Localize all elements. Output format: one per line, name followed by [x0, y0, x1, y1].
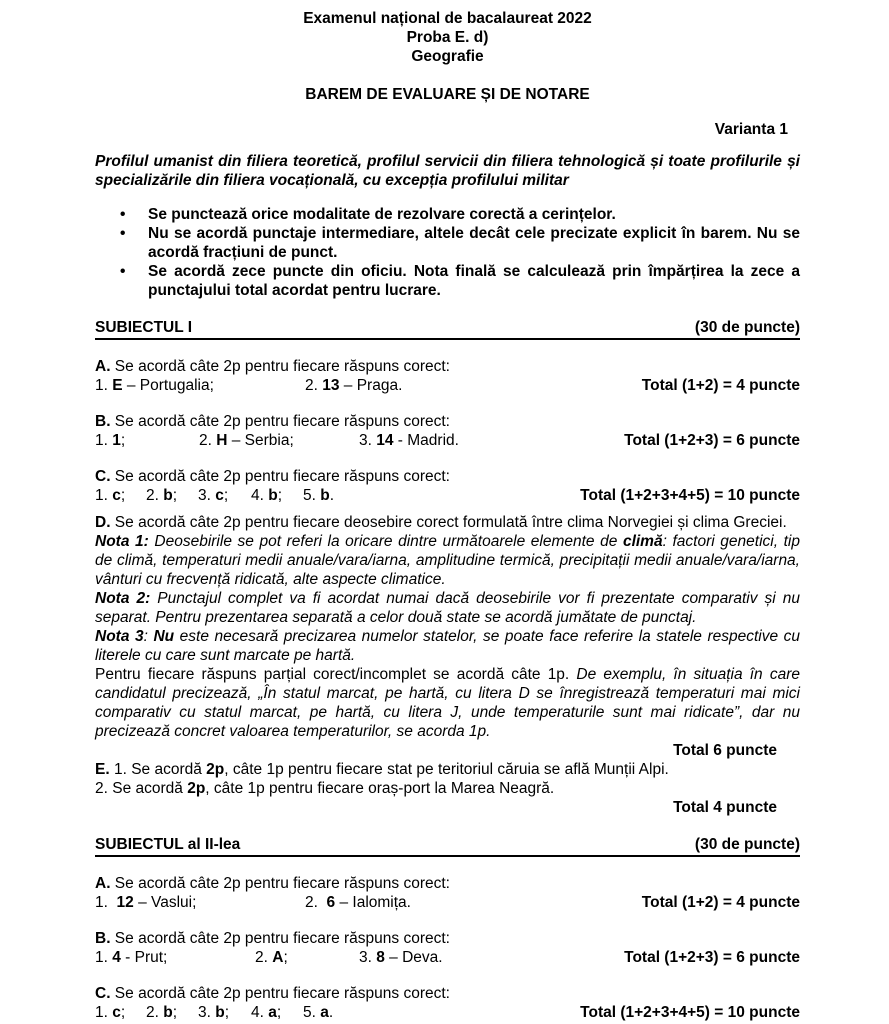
answer-item: 3. b;	[198, 1004, 230, 1021]
subject-2-section	[95, 835, 800, 1022]
rule-item	[95, 224, 800, 262]
answer-item: 5. b.	[303, 487, 335, 504]
exam-title-line2: Proba E. d)	[406, 29, 489, 46]
part-b-total: Total (1+2+3) = 6 puncte	[624, 949, 800, 966]
answer-item: 2. A;	[255, 949, 288, 966]
rule-item	[95, 205, 800, 224]
part-a-total: Total (1+2) = 4 puncte	[641, 377, 800, 394]
part-c-answers	[95, 486, 800, 505]
answer-item: 2. 13 – Praga.	[305, 377, 403, 394]
part-b-answers	[95, 948, 800, 967]
part-a-answers	[95, 893, 800, 912]
general-rules-list	[95, 205, 800, 300]
answer-item: 2. b;	[146, 487, 178, 504]
answer-item: 3. c;	[198, 487, 229, 504]
part-b-answers	[95, 431, 800, 450]
answer-item: 1. 1;	[95, 432, 126, 449]
subject-2-part-b	[95, 929, 800, 967]
answer-item: 2. b;	[146, 1004, 178, 1021]
part-a-intro: A. Se acordă câte 2p pentru fiecare răspuns corect:	[95, 875, 450, 892]
bullet-icon: •	[120, 225, 126, 242]
subject-1-part-b	[95, 412, 800, 450]
part-e-line-2: 2. Se acordă 2p, câte 1p pentru fiecare oraș-port la Marea Neagră.	[95, 780, 555, 797]
part-d-partial-credit: Pentru fiecare răspuns parțial corect/incomplet se acordă câte 1p. De exemplu, în situația în care candidatul precizează, „În statul marcat, pe hartă, cu litera D se înregistrează temperaturi mai mici comparativ cu statul marcat, pe hartă, cu litera J, unde temperaturile sunt mai ridicate”, dar nu precizează concret valoarea temperaturilor, se acorda 1p.	[95, 666, 800, 740]
part-d-intro: D. Se acordă câte 2p pentru fiecare deosebire corect formulată între clima Norvegiei și clima Greciei.	[95, 514, 787, 531]
answer-item: 1. 4 - Prut;	[95, 949, 168, 966]
part-d-nota-3: Nota 3: Nu este necesară precizarea numelor statelor, se poate face referire la statele respective cu literele cu care sunt marcate pe hartă.	[95, 628, 800, 664]
part-d-total: Total 6 puncte	[673, 742, 777, 759]
subject-2-part-a	[95, 874, 800, 912]
answer-item: 3. 8 – Deva.	[359, 949, 443, 966]
rule-text: Se acordă zece puncte din oficiu. Nota finală se calculează prin împărțirea la zece a punctajului total acordat pentru lucrare.	[148, 263, 800, 299]
subject-1-points: (30 de puncte)	[694, 319, 800, 336]
part-a-intro: A. Se acordă câte 2p pentru fiecare răspuns corect:	[95, 358, 450, 375]
part-e-total: Total 4 puncte	[673, 799, 777, 816]
subject-2-points: (30 de puncte)	[694, 836, 800, 853]
part-a-answers	[95, 376, 800, 395]
profile-note: Profilul umanist din filiera teoretică, profilul servicii din filiera tehnologică și toate profilurile și specializările din filiera vocațională, cu excepția profilului militar	[95, 153, 800, 189]
answer-item: 1. c;	[95, 1004, 126, 1021]
subject-1-section	[95, 318, 800, 817]
subject-1-part-d	[95, 513, 800, 760]
part-b-intro: B. Se acordă câte 2p pentru fiecare răspuns corect:	[95, 930, 450, 947]
subject-2-part-c	[95, 984, 800, 1022]
rule-text: Se punctează orice modalitate de rezolvare corectă a cerințelor.	[148, 206, 616, 223]
answer-item: 5. a.	[303, 1004, 334, 1021]
subject-2-title: SUBIECTUL al II-lea	[95, 836, 241, 853]
part-d-nota-2: Nota 2: Punctajul complet va fi acordat numai dacă deosebirile vor fi prezentate comparativ și nu separat. Pentru prezentarea separată a celor două state se acordă jumătate de punctaj.	[95, 590, 800, 626]
rule-item	[95, 262, 800, 300]
answer-item: 4. b;	[251, 487, 283, 504]
subject-1-part-a	[95, 357, 800, 395]
bullet-icon: •	[120, 263, 126, 280]
subject-1-part-e	[95, 760, 800, 817]
barem-title: BAREM DE EVALUARE ȘI DE NOTARE	[305, 86, 590, 103]
exam-title-line1: Examenul național de bacalaureat 2022	[303, 10, 592, 27]
subject-1-title: SUBIECTUL I	[95, 319, 193, 336]
part-e-line-1: E. 1. Se acordă 2p, câte 1p pentru fiecare stat pe teritoriul căruia se află Munții Alpi.	[95, 761, 669, 778]
part-c-answers	[95, 1003, 800, 1022]
rule-text: Nu se acordă punctaje intermediare, altele decât cele precizate explicit în barem. Nu se acordă fracțiuni de punct.	[148, 225, 800, 261]
part-b-intro: B. Se acordă câte 2p pentru fiecare răspuns corect:	[95, 413, 450, 430]
part-b-total: Total (1+2+3) = 6 puncte	[624, 432, 800, 449]
subject-1-part-c	[95, 467, 800, 505]
answer-item: 3. 14 - Madrid.	[359, 432, 459, 449]
part-a-total: Total (1+2) = 4 puncte	[641, 894, 800, 911]
subject-2-heading	[95, 835, 800, 857]
bullet-icon: •	[120, 206, 126, 223]
part-c-intro: C. Se acordă câte 2p pentru fiecare răspuns corect:	[95, 468, 450, 485]
answer-item: 2. 6 – Ialomița.	[305, 894, 411, 911]
part-c-total: Total (1+2+3+4+5) = 10 puncte	[580, 487, 800, 504]
document-header	[95, 9, 800, 190]
answer-item: 2. H – Serbia;	[199, 432, 294, 449]
variant-label: Varianta 1	[714, 121, 788, 138]
answer-item: 1. E – Portugalia;	[95, 377, 214, 394]
part-c-total: Total (1+2+3+4+5) = 10 puncte	[580, 1004, 800, 1021]
answer-item: 1. c;	[95, 487, 126, 504]
answer-item: 4. a;	[251, 1004, 282, 1021]
part-c-intro: C. Se acordă câte 2p pentru fiecare răspuns corect:	[95, 985, 450, 1002]
part-d-nota-1: Nota 1: Deosebirile se pot referi la oricare dintre următoarele elemente de climă: factori genetici, tip de climă, temperaturi medii anuale/vara/iarna, amplitudine termică, precipitații medii anuale/vara/iarna, vânturi cu frecvență ridicată, alte aspecte climatice.	[95, 533, 800, 588]
exam-title-line3: Geografie	[411, 48, 484, 65]
answer-item: 1. 12 – Vaslui;	[95, 894, 197, 911]
subject-1-heading	[95, 318, 800, 340]
